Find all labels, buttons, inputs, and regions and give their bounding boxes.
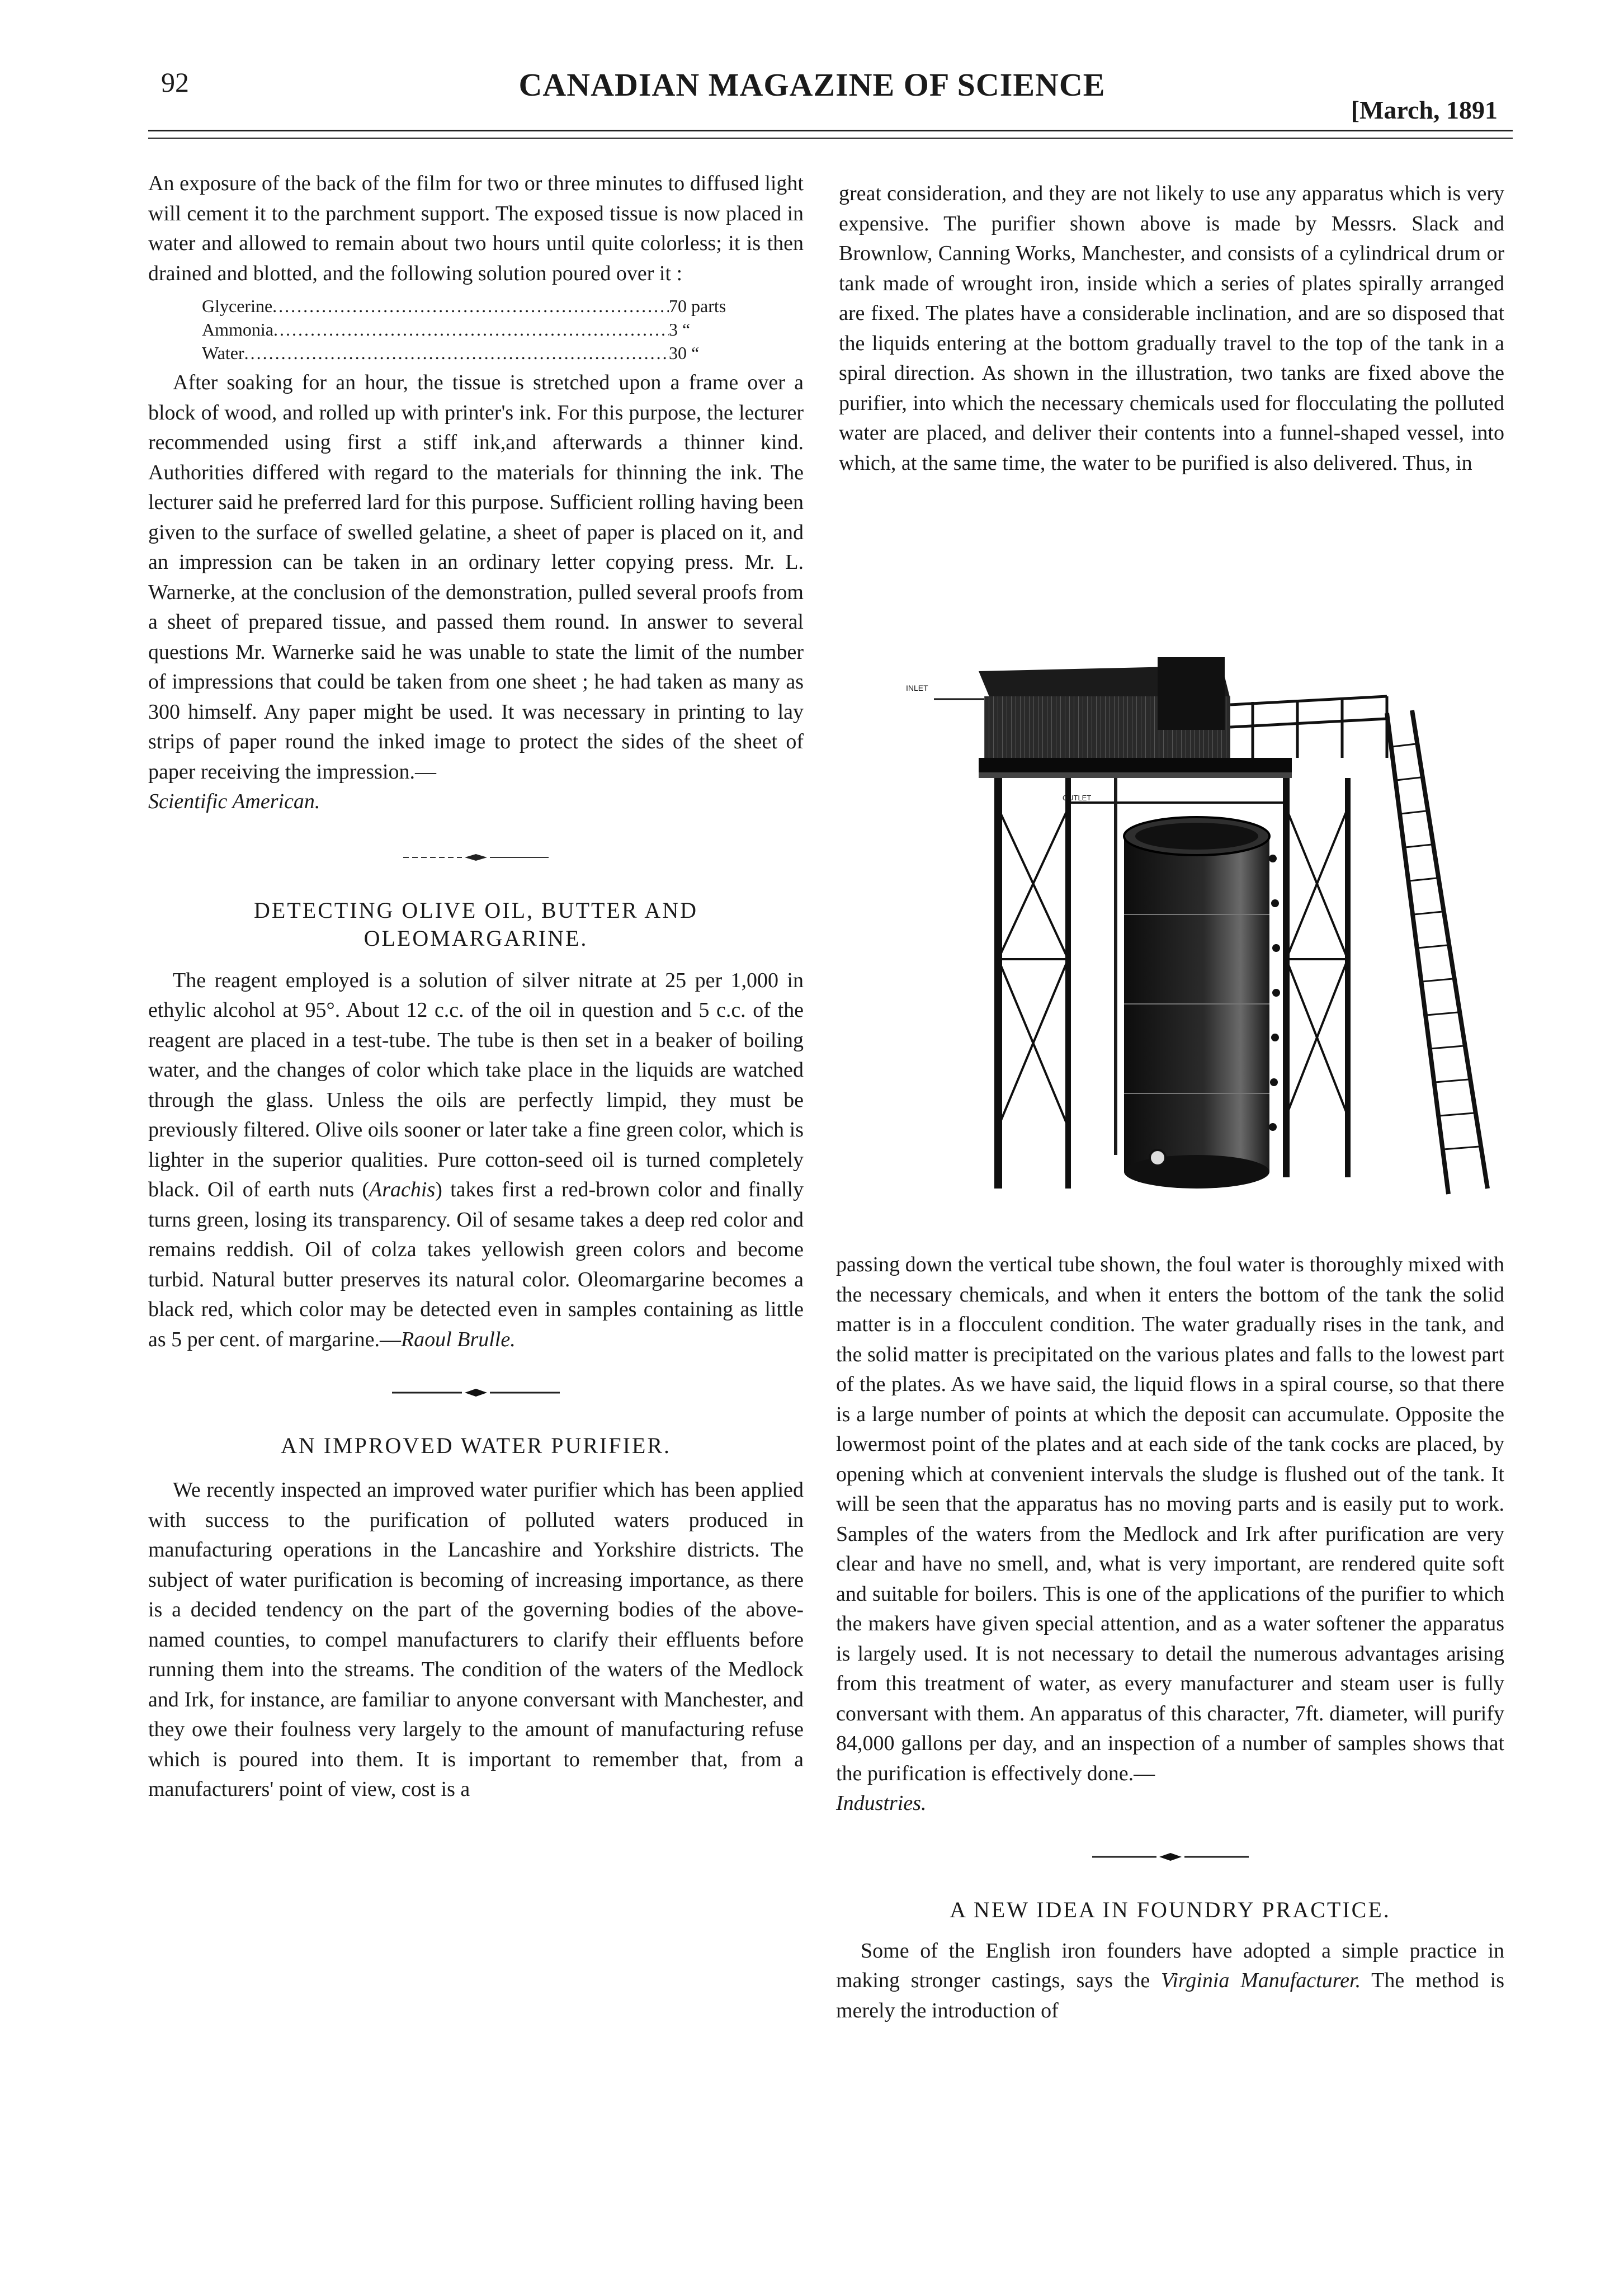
foundry-title: A NEW IDEA IN FOUNDRY PRACTICE.: [950, 1897, 1391, 1922]
page-number: 92: [161, 67, 189, 98]
water-purifier-body-right-top: great consideration, and they are not likely to use any apparatus which is very expensive. The purifier shown above is made by Messrs. Slack and Brownlow, Canning Works, Manchester, and consists of a cylindrical drum or tank made of wrought iron, inside which a series of plates spirally arranged are fixed. The plates have a considerable inclination, and are so disposed that the liquids entering at the bottom gradually travel to the top of the tank in a spiral direction. As shown in the illustration, two tanks are fixed above the purifier, into which the necessary chemicals used for flocculating the polluted water are placed, and deliver their contents into a funnel-shaped vessel, into which, at the same time, the water to be purified is also delivered. Thus, in: [839, 182, 1504, 475]
right-column-bottom: [836, 1250, 1504, 2026]
outlet-label: OUTLET: [1063, 794, 1092, 802]
olive-oil-title: DETECTING OLIVE OIL, BUTTER AND OLEOMARGARINE.: [254, 897, 698, 951]
recipe-row: Glycerine ..... 70 parts: [202, 294, 753, 318]
water-purifier-title: AN IMPROVED WATER PURIFIER.: [280, 1433, 672, 1458]
running-title: CANADIAN MAGAZINE OF SCIENCE: [518, 67, 1106, 103]
platform-railing: [1230, 696, 1387, 758]
access-ladder: [1387, 710, 1488, 1194]
water-purifier-illustration: [895, 624, 1513, 1222]
photo-paragraph-2: After soaking for an hour, the tissue is stretched upon a frame over a block of wood, and rolled up with printer's ink. For this purpose, the lecturer recommended using first a stiff ink,and afterwards a thinner kind. Authorities differed with regard to the materials for thinning the ink. The lecturer said he preferred lard for this purpose. Sufficient rolling having been given to the surface of swelled gelatine, a sheet of paper is placed on it, and an impression can be taken in an ordinary letter copying press. Mr. L. Warnerke, at the conclusion of the demonstration, pulled several proofs from a sheet of prepared tissue, and passed them round. In answer to several questions Mr. Warnerke said he was unable to state the limit of the number of impressions that could be taken from one sheet ; he had taken as many as 300 himself. Any paper might be used. It was necessary in printing to lay strips of paper round the inked image to protect the sides of the sheet of paper receiving the impression.— Scientific American.: [148, 371, 804, 813]
recipe-row: Ammonia ..... 3 “: [202, 318, 753, 341]
header-rule: [148, 130, 1513, 131]
water-purifier-body-left: We recently inspected an improved water purifier which has been applied with success to the purification of polluted waters produced in manufacturing operations in the Lancashire and Yorkshire districts. The subject of water purification is becoming of increasing importance, as there is a decided tendency on the part of the governing bodies of the above-named counties, to compel manufacturers to clarify their effluents before running them into the streams. The condition of the waters of the Medlock and Irk, for instance, are familiar to anyone conversant with Manchester, and they owe their foulness very largely to the amount of manufacturing refuse which is poured into them. It is important to remember that, from a manufacturers' point of view, cost is a: [148, 1478, 804, 1801]
foundry-body: Some of the English iron founders have adopted a simple practice in making stronger castings, says the Virginia Manufacturer. The method is merely the introduction of: [836, 1939, 1505, 2022]
section-divider-ornament: [148, 852, 804, 874]
section-divider-ornament: [836, 1851, 1504, 1874]
olive-oil-source: Raoul Brulle.: [400, 1327, 516, 1351]
sludge-cocks: [1269, 855, 1280, 1131]
photo-paragraph-1: An exposure of the back of the film for two or three minutes to diffused light will cement it to the parchment support. The exposed tissue is now placed in water and allowed to remain about two hours until quite colorless; it is then drained and blotted, and the following solution poured over it :: [148, 172, 804, 285]
inlet-label: INLET: [906, 683, 928, 692]
left-column: [148, 169, 804, 1805]
right-column-top: [839, 179, 1504, 478]
recipe-list: [202, 294, 804, 365]
purifier-drum: [1124, 817, 1269, 1189]
water-purifier-body-right-bottom: passing down the vertical tube shown, the foul water is thoroughly mixed with the necessary chemicals, and when it enters the bottom of the tank the solid matter is in a flocculent condition. The water gradually rises in the tank, and the solid matter is precipitated on the various plates and falls to the lowest part of the plates. As we have said, the liquid flows in a spiral course, so that there is a large number of points at which the deposit can accumulate. Opposite the lowermost point of the plates and at each side of the tank cocks are placed, by opening which at convenient intervals the sludge is flushed out of the tank. It will be seen that the apparatus has no moving parts and is easily put to work. Samples of the waters from the Medlock and Irk after purification are very clear and have no smell, and, what is very important, are rendered quite soft and suitable for boilers. This is one of the applications of the purifier to which the makers have given special attention, and as a water softener the apparatus is largely used. It is not necessary to detail the numerous advantages arising from this treatment of water, as every manufacturer and steam user is fully conversant with them. An apparatus of this character, 7ft. diameter, will purify 84,000 gallons per day, and an inspection of a number of samples shows that the purification is effectively done.— Industries.: [836, 1253, 1504, 1815]
section-divider-ornament: [148, 1387, 804, 1409]
photo-article-source: Scientific American.: [148, 790, 320, 813]
header-rule-secondary: [148, 138, 1513, 139]
water-purifier-source: Industries.: [836, 1791, 927, 1815]
chemical-tanks: [979, 657, 1292, 778]
issue-date: [March, 1891: [1351, 96, 1498, 124]
recipe-row: Water ..... 30 “: [202, 341, 753, 365]
olive-oil-body: The reagent employed is a solution of silver nitrate at 25 per 1,000 in ethylic alcohol at 95°. About 12 c.c. of the oil in question and 5 c.c. of the reagent are placed in a test-tube. The tube is then set in a beaker of boiling water, and the changes of color which take place in the liquids are watched through the glass. Unless the oils are perfectly limpid, they must be previously filtered. Olive oils sooner or later take a fine green color, which is lighter in the superior qualities. Pure cotton-seed oil is turned completely black. Oil of earth nuts (Arachis) takes first a red-brown color and finally turns green, losing its transparency. Oil of sesame takes a deep red color and remains reddish. Oil of colza takes yellowish green colors and become turbid. Natural butter preserves its natural color. Oleomargarine becomes a black red, which color may be detected even in samples containing as little as 5 per cent. of margarine.—Raoul Brulle.: [148, 968, 804, 1351]
